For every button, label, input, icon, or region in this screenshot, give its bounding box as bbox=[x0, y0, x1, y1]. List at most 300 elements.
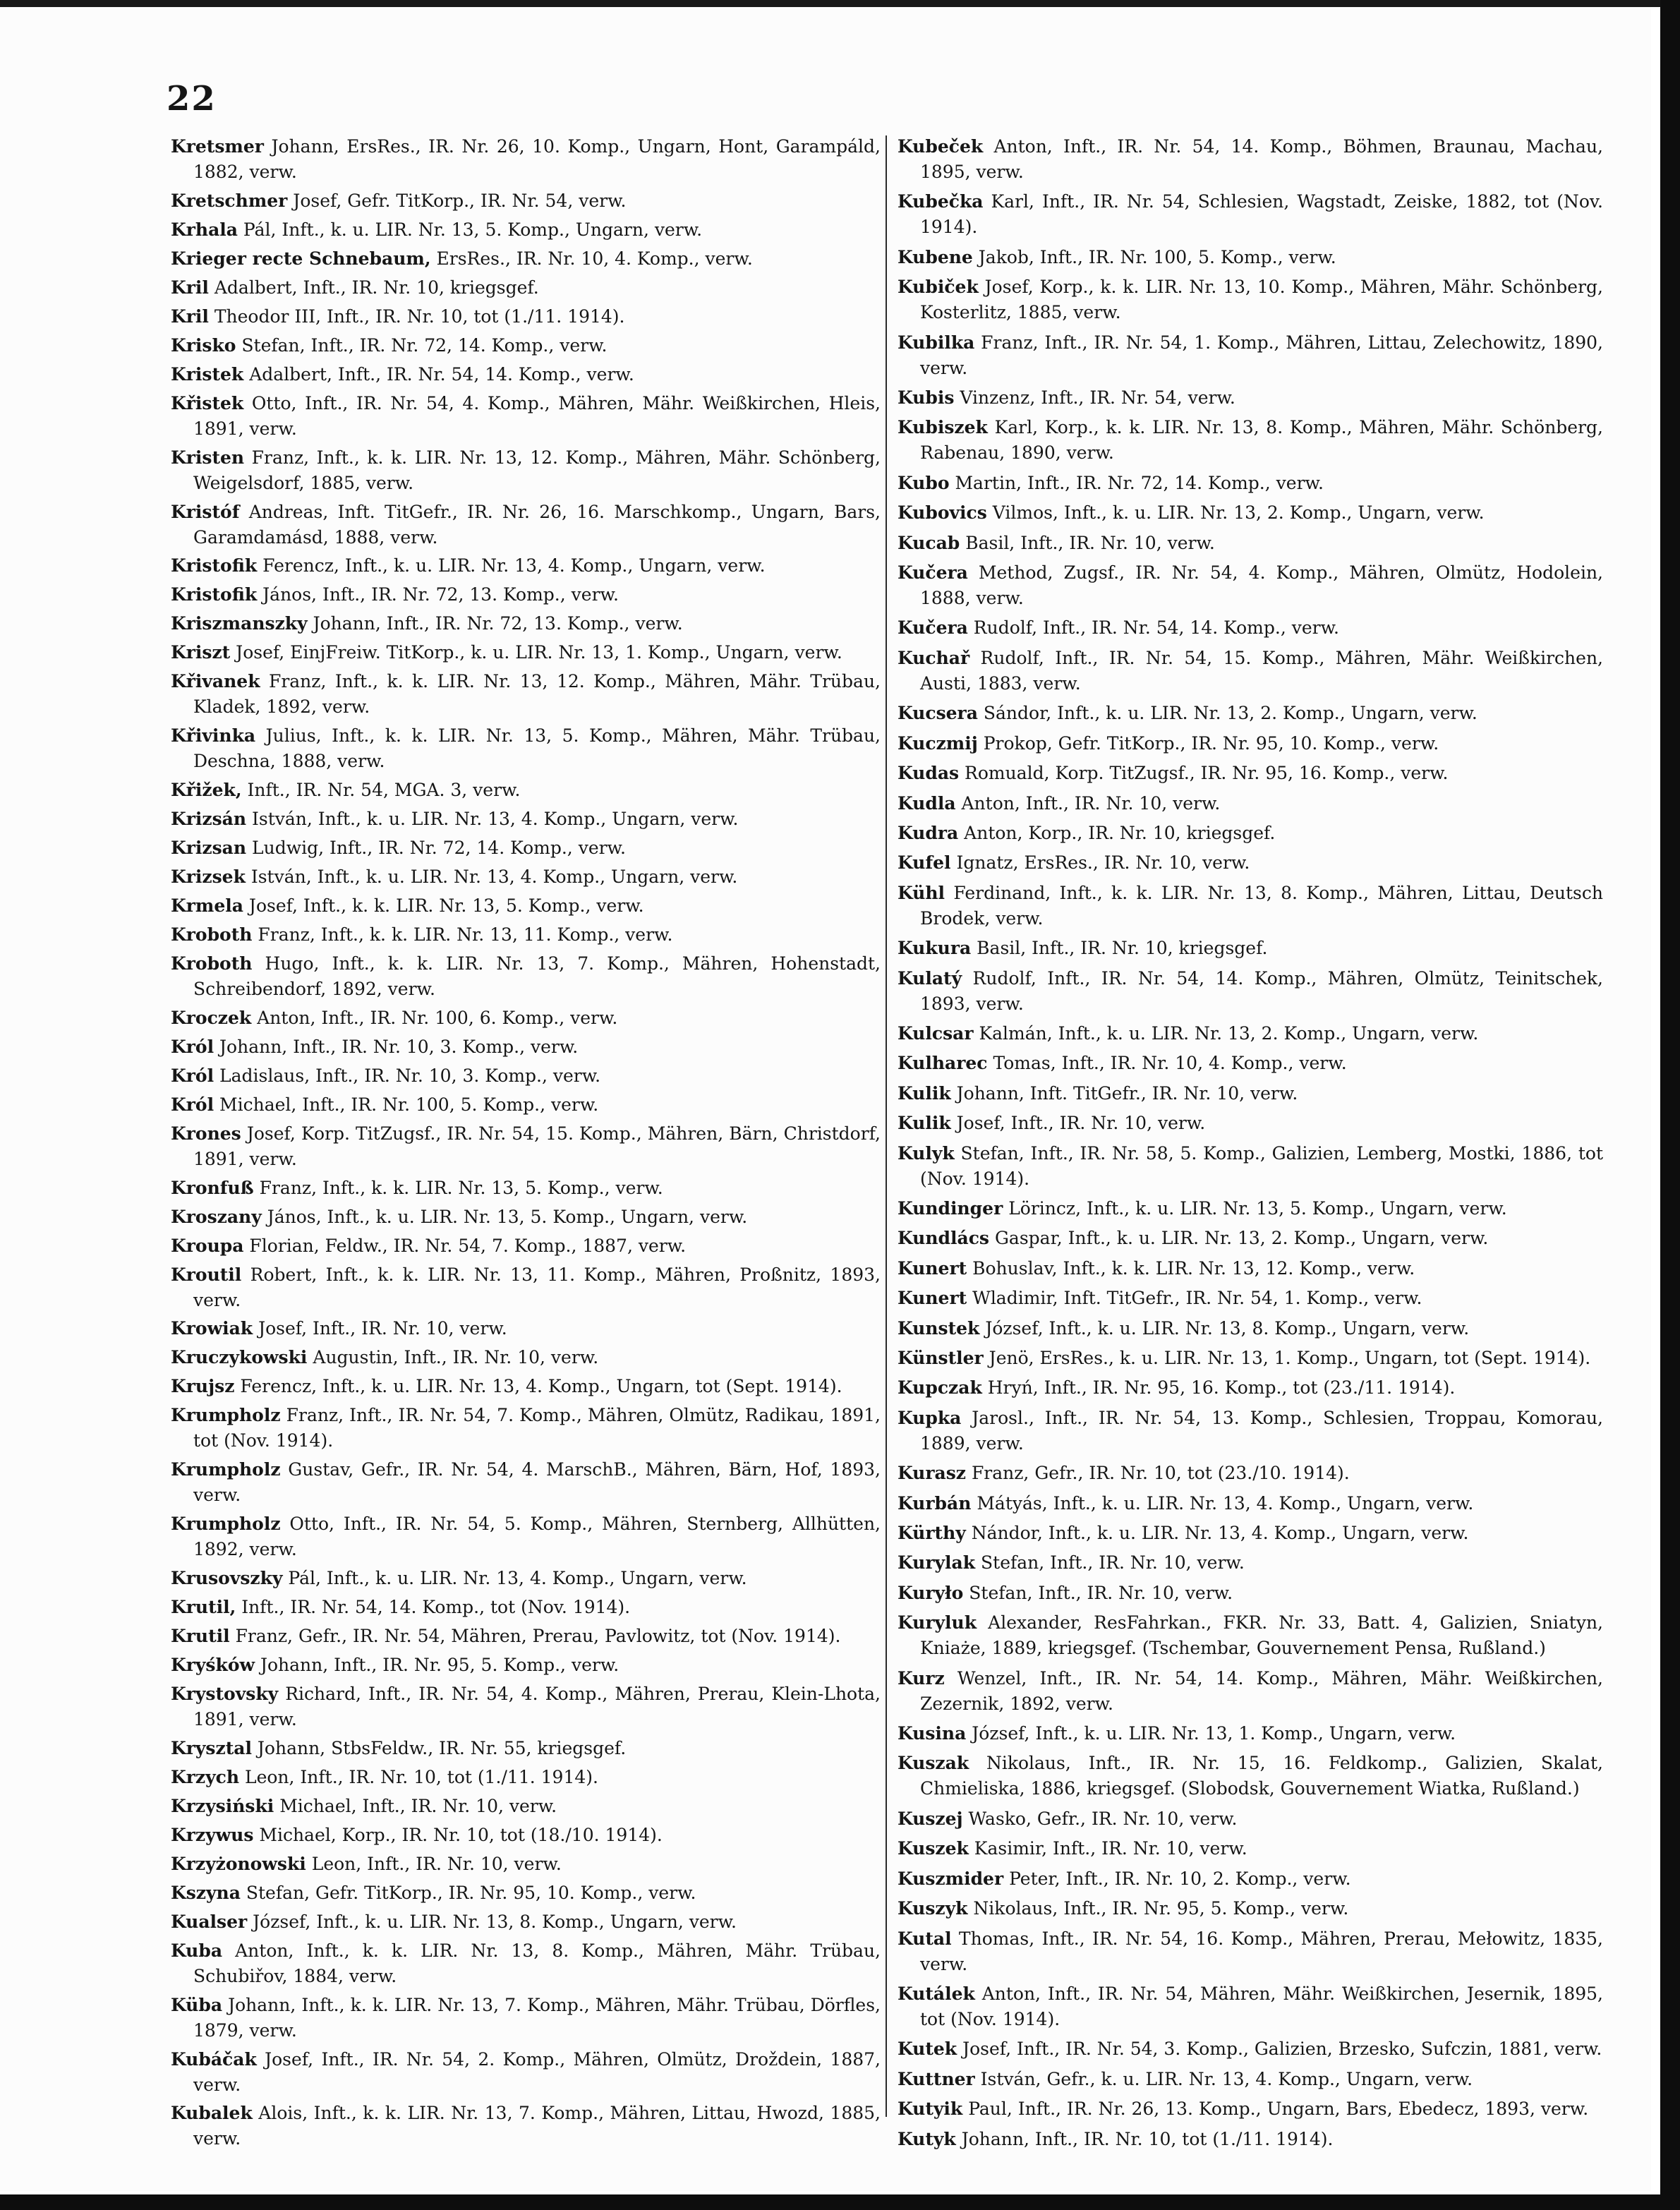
casualty-entry bbox=[171, 1681, 881, 1732]
entry-details: Josef, Inft., IR. Nr. 54, 2. Komp., Mähren, Olmütz, Droždein, 1887, verw. bbox=[193, 2048, 881, 2095]
entry-surname: Krutil bbox=[171, 1626, 230, 1647]
entry-surname: Kurylak bbox=[898, 1552, 976, 1574]
casualty-entry bbox=[171, 391, 881, 442]
entry-surname: Kusina bbox=[898, 1723, 967, 1744]
casualty-entry bbox=[898, 1196, 1603, 1221]
entry-details: Johann, StbsFeldw., IR. Nr. 55, kriegsgef. bbox=[251, 1737, 627, 1758]
casualty-entry bbox=[898, 881, 1603, 931]
entry-details: Johann, Inft., k. k. LIR. Nr. 13, 7. Komp., Mähren, Mähr. Trübau, Dörfles, 1879, verw. bbox=[193, 1994, 881, 2041]
entry-details: Nándor, Inft., k. u. LIR. Nr. 13, 4. Komp., Ungarn, verw. bbox=[965, 1523, 1469, 1544]
casualty-entry bbox=[898, 560, 1603, 611]
entry-surname: Kulyk bbox=[898, 1142, 955, 1164]
entry-details: Franz, Inft., k. k. LIR. Nr. 13, 12. Komp., Mähren, Mähr. Schönberg, Weigelsdorf, 1885, verw. bbox=[193, 447, 881, 493]
entry-surname: Kril bbox=[171, 277, 209, 298]
entry-surname: Kucsera bbox=[898, 703, 978, 724]
casualty-entry bbox=[171, 445, 881, 496]
entry-details: István, Gefr., k. u. LIR. Nr. 13, 4. Komp., Ungarn, verw. bbox=[974, 2068, 1473, 2089]
entry-surname: Kuchař bbox=[898, 647, 970, 668]
entry-details: Ferdinand, Inft., k. k. LIR. Nr. 13, 8. Komp., Mähren, Littau, Deutsch Brodek, verw. bbox=[920, 882, 1603, 929]
entry-surname: Kroszany bbox=[171, 1206, 262, 1227]
entry-details: Johann, Inft., IR. Nr. 95, 5. Komp., verw. bbox=[255, 1655, 620, 1676]
casualty-entry bbox=[898, 2036, 1603, 2062]
casualty-entry bbox=[171, 922, 881, 948]
entry-details: Stefan, Inft., IR. Nr. 58, 5. Komp., Galizien, Lemberg, Mostki, 1886, tot (Nov. 1914). bbox=[920, 1142, 1603, 1189]
entry-details: Stefan, Inft., IR. Nr. 72, 14. Komp., verw. bbox=[236, 334, 608, 356]
entry-details: Alois, Inft., k. k. LIR. Nr. 13, 7. Komp., Mähren, Littau, Hwozd, 1885, verw. bbox=[193, 2103, 881, 2149]
casualty-entry bbox=[171, 246, 881, 272]
casualty-entry bbox=[898, 1226, 1603, 1251]
entry-details: Jenö, ErsRes., k. u. LIR. Nr. 13, 1. Komp., Ungarn, tot (Sept. 1914). bbox=[983, 1348, 1591, 1368]
entry-surname: Krutil, bbox=[171, 1597, 236, 1618]
entry-details: Rudolf, Inft., IR. Nr. 54, 14. Komp., Mähren, Olmütz, Teinitschek, 1893, verw. bbox=[920, 967, 1603, 1014]
casualty-entry bbox=[171, 1794, 881, 1819]
entry-surname: Kunstek bbox=[898, 1317, 980, 1339]
entry-surname: Krones bbox=[171, 1123, 241, 1144]
casualty-entry bbox=[898, 330, 1603, 381]
entry-details: Nikolaus, Inft., IR. Nr. 95, 5. Komp., verw. bbox=[967, 1898, 1349, 1919]
entry-details: Method, Zugsf., IR. Nr. 54, 4. Komp., Mähren, Olmütz, Hodolein, 1888, verw. bbox=[920, 562, 1603, 609]
entry-details: Leon, Inft., IR. Nr. 10, verw. bbox=[306, 1853, 562, 1874]
entry-details: Alexander, ResFahrkan., FKR. Nr. 33, Batt. 4, Galizien, Sniatyn, Kniaże, 1889, kriegsgef. (Tschembar, Gouvernement Pensa, Rußland.) bbox=[920, 1612, 1603, 1659]
entry-surname: Krmela bbox=[171, 895, 243, 917]
column-divider bbox=[886, 135, 887, 2117]
casualty-entry bbox=[171, 2101, 881, 2151]
entry-surname: Kuryluk bbox=[898, 1612, 977, 1634]
entry-surname: Kristek bbox=[171, 363, 244, 385]
casualty-entry bbox=[171, 1595, 881, 1620]
entry-details: Basil, Inft., IR. Nr. 10, kriegsgef. bbox=[971, 938, 1268, 959]
entry-surname: Krystovsky bbox=[171, 1683, 279, 1704]
entry-details: Peter, Inft., IR. Nr. 10, 2. Komp., verw. bbox=[1003, 1868, 1351, 1889]
entry-details: Thomas, Inft., IR. Nr. 54, 16. Komp., Mähren, Prerau, Mełowitz, 1835, verw. bbox=[920, 1928, 1603, 1974]
entry-details: János, Inft., k. u. LIR. Nr. 13, 5. Komp., Ungarn, verw. bbox=[261, 1206, 748, 1227]
entry-surname: Krowiak bbox=[171, 1318, 253, 1339]
casualty-entry bbox=[898, 701, 1603, 726]
casualty-entry bbox=[171, 553, 881, 579]
entry-details: Gaspar, Inft., k. u. LIR. Nr. 13, 2. Komp., Ungarn, verw. bbox=[989, 1228, 1489, 1249]
casualty-entry bbox=[898, 1866, 1603, 1892]
casualty-entry bbox=[898, 850, 1603, 876]
entry-details: Leon, Inft., IR. Nr. 10, tot (1./11. 1914). bbox=[239, 1766, 598, 1787]
entry-details: Wenzel, Inft., IR. Nr. 54, 14. Komp., Mähren, Mähr. Weißkirchen, Zezernik, 1892, verw. bbox=[920, 1667, 1603, 1714]
entry-details: Inft., IR. Nr. 54, 14. Komp., tot (Nov. 1914). bbox=[236, 1597, 631, 1618]
entry-surname: Kubalek bbox=[171, 2103, 253, 2124]
entry-details: Franz, Inft., k. k. LIR. Nr. 13, 12. Komp., Mähren, Mähr. Trübau, Kladek, 1892, verw. bbox=[193, 671, 881, 718]
casualty-entry bbox=[898, 966, 1603, 1017]
casualty-entry bbox=[898, 821, 1603, 846]
entry-details: Gustav, Gefr., IR. Nr. 54, 4. MarschB., Mähren, Bärn, Hof, 1893, verw. bbox=[193, 1459, 881, 1506]
scan-edge-right bbox=[1660, 0, 1680, 2210]
entry-details: Robert, Inft., k. k. LIR. Nr. 13, 11. Komp., Mähren, Proßnitz, 1893, verw. bbox=[193, 1264, 881, 1310]
entry-surname: Kubiszek bbox=[898, 417, 988, 438]
casualty-entry bbox=[171, 1204, 881, 1230]
entry-details: Ferencz, Inft., k. u. LIR. Nr. 13, 4. Komp., Ungarn, tot (Sept. 1914). bbox=[234, 1376, 842, 1397]
casualty-entry bbox=[898, 385, 1603, 411]
entry-details: Vilmos, Inft., k. u. LIR. Nr. 13, 2. Komp., Ungarn, verw. bbox=[986, 502, 1485, 524]
entry-surname: Kudra bbox=[898, 822, 959, 843]
entry-details: Stefan, Gefr. TitKorp., IR. Nr. 95, 10. Komp., verw. bbox=[240, 1882, 696, 1903]
entry-surname: Kubáčak bbox=[171, 2048, 257, 2070]
entry-surname: Kulharec bbox=[898, 1053, 988, 1074]
entry-surname: Kruczykowski bbox=[171, 1347, 308, 1368]
casualty-entry bbox=[898, 1141, 1603, 1192]
entry-details: Florian, Feldw., IR. Nr. 54, 7. Komp., 1887, verw. bbox=[243, 1235, 687, 1256]
casualty-entry bbox=[171, 807, 881, 832]
entry-surname: Kubeček bbox=[898, 136, 984, 157]
entry-details: Otto, Inft., IR. Nr. 54, 5. Komp., Mähren, Sternberg, Allhütten, 1892, verw. bbox=[193, 1514, 881, 1560]
entry-surname: Křivanek bbox=[171, 671, 260, 692]
entry-surname: Kubovics bbox=[898, 502, 987, 524]
entry-details: Josef, Inft., IR. Nr. 10, verw. bbox=[253, 1318, 507, 1339]
casualty-entry bbox=[171, 362, 881, 387]
casualty-entry bbox=[898, 1806, 1603, 1832]
entry-surname: Kuttner bbox=[898, 2068, 975, 2089]
entry-details: Anton, Inft., IR. Nr. 54, Mähren, Mähr. Weißkirchen, Jesernik, 1895, tot (Nov. 1914). bbox=[920, 1983, 1603, 2029]
entry-surname: Kuszyk bbox=[898, 1898, 968, 1919]
casualty-entry bbox=[171, 134, 881, 185]
entry-details: Kalmán, Inft., k. u. LIR. Nr. 13, 2. Komp., Ungarn, verw. bbox=[973, 1022, 1479, 1044]
casualty-entry bbox=[171, 669, 881, 720]
entry-surname: Kroboth bbox=[171, 953, 253, 974]
casualty-entry bbox=[171, 1121, 881, 1172]
casualty-entry bbox=[171, 1345, 881, 1370]
casualty-entry bbox=[171, 1316, 881, 1341]
casualty-entry bbox=[171, 582, 881, 608]
entry-details: Johann, Inft., IR. Nr. 72, 13. Komp., verw. bbox=[307, 613, 683, 634]
entry-surname: Kutyik bbox=[898, 2099, 963, 2120]
casualty-entry bbox=[171, 1457, 881, 1508]
entry-details: Josef, Korp. TitZugsf., IR. Nr. 54, 15. Komp., Mähren, Bärn, Christdorf, 1891, verw. bbox=[193, 1123, 881, 1169]
entry-details: István, Inft., k. u. LIR. Nr. 13, 4. Komp., Ungarn, verw. bbox=[246, 809, 739, 830]
entry-details: Paul, Inft., IR. Nr. 26, 13. Komp., Ungarn, Bars, Ebedecz, 1893, verw. bbox=[962, 2099, 1589, 2120]
entry-details: Julius, Inft., k. k. LIR. Nr. 13, 5. Komp., Mähren, Mähr. Trübau, Deschna, 1888, verw. bbox=[193, 725, 881, 772]
casualty-entry bbox=[898, 1610, 1603, 1661]
entry-details: Franz, Inft., IR. Nr. 54, 7. Komp., Mähren, Olmütz, Radikau, 1891, tot (Nov. 1914). bbox=[193, 1405, 881, 1451]
casualty-entry bbox=[898, 189, 1603, 240]
entry-details: Prokop, Gefr. TitKorp., IR. Nr. 95, 10. Komp., verw. bbox=[977, 732, 1439, 754]
entry-details: József, Inft., k. u. LIR. Nr. 13, 8. Komp., Ungarn, verw. bbox=[247, 1911, 737, 1932]
entry-surname: Kulik bbox=[898, 1113, 951, 1134]
casualty-entry bbox=[171, 1403, 881, 1454]
entry-surname: Kupczak bbox=[898, 1377, 982, 1399]
entry-details: Augustin, Inft., IR. Nr. 10, verw. bbox=[307, 1347, 599, 1368]
casualty-entry bbox=[171, 1765, 881, 1790]
entry-surname: Künstler bbox=[898, 1348, 984, 1368]
casualty-entry bbox=[171, 217, 881, 243]
casualty-entry bbox=[898, 274, 1603, 325]
entry-surname: Kualser bbox=[171, 1911, 248, 1932]
entry-details: Pál, Inft., k. u. LIR. Nr. 13, 5. Komp., Ungarn, verw. bbox=[237, 219, 703, 240]
casualty-entry bbox=[898, 471, 1603, 496]
entry-surname: Kroupa bbox=[171, 1235, 244, 1256]
entry-surname: Kubilka bbox=[898, 332, 975, 353]
casualty-entry bbox=[898, 2127, 1603, 2152]
entry-details: Franz, Inft., k. k. LIR. Nr. 13, 5. Komp., verw. bbox=[253, 1177, 663, 1198]
entry-surname: Kuszak bbox=[898, 1753, 969, 1774]
entry-surname: Kučera bbox=[898, 617, 968, 639]
entry-surname: Kril bbox=[171, 306, 209, 327]
entry-details: Theodor III, Inft., IR. Nr. 10, tot (1./11. 1914). bbox=[208, 306, 625, 327]
entry-surname: Křivinka bbox=[171, 725, 256, 747]
casualty-entry bbox=[898, 1461, 1603, 1486]
entry-details: Pál, Inft., k. u. LIR. Nr. 13, 4. Komp., Ungarn, verw. bbox=[282, 1568, 747, 1589]
entry-surname: Kriszt bbox=[171, 642, 231, 663]
casualty-entry bbox=[171, 1511, 881, 1562]
casualty-entry bbox=[171, 611, 881, 636]
casualty-entry bbox=[171, 1736, 881, 1761]
entry-details: Sándor, Inft., k. u. LIR. Nr. 13, 2. Komp., Ungarn, verw. bbox=[977, 703, 1477, 724]
entry-details: Adalbert, Inft., IR. Nr. 10, kriegsgef. bbox=[208, 277, 539, 298]
entry-surname: Krieger recte Schnebaum, bbox=[171, 248, 431, 269]
entry-surname: Król bbox=[171, 1094, 214, 1115]
casualty-entry bbox=[171, 1880, 881, 1906]
casualty-entry bbox=[898, 1346, 1603, 1371]
entry-details: Franz, Inft., k. k. LIR. Nr. 13, 11. Komp., verw. bbox=[252, 924, 673, 945]
entry-details: Ignatz, ErsRes., IR. Nr. 10, verw. bbox=[950, 852, 1250, 874]
entry-details: Anton, Inft., k. k. LIR. Nr. 13, 8. Komp., Mähren, Mähr. Trübau, Schubiřov, 1884, verw. bbox=[193, 1940, 881, 1986]
entry-surname: Kutyk bbox=[898, 2128, 956, 2149]
entry-surname: Kurz bbox=[898, 1667, 945, 1689]
casualty-entry bbox=[171, 275, 881, 301]
entry-surname: Kundlács bbox=[898, 1228, 990, 1249]
casualty-entry bbox=[171, 1566, 881, 1591]
casualty-entry bbox=[898, 1286, 1603, 1311]
entry-surname: Kukura bbox=[898, 938, 972, 959]
entry-surname: Kulik bbox=[898, 1082, 951, 1104]
entry-details: Michael, Inft., IR. Nr. 100, 5. Komp., verw. bbox=[214, 1094, 599, 1115]
casualty-entry bbox=[898, 1375, 1603, 1401]
entry-surname: Kriszmanszky bbox=[171, 613, 308, 634]
entry-details: Anton, Inft., IR. Nr. 54, 14. Komp., Böhmen, Braunau, Machau, 1895, verw. bbox=[920, 136, 1603, 182]
casualty-entry bbox=[898, 415, 1603, 466]
entry-surname: Kristofik bbox=[171, 584, 258, 605]
entry-surname: Kühl bbox=[898, 882, 945, 903]
entry-details: Karl, Inft., IR. Nr. 54, Schlesien, Wagstadt, Zeiske, 1882, tot (Nov. 1914). bbox=[920, 191, 1603, 238]
entry-details: Josef, Korp., k. k. LIR. Nr. 13, 10. Komp., Mähren, Mähr. Schönberg, Kosterlitz, 1885, verw. bbox=[920, 277, 1603, 323]
entry-surname: Kuszek bbox=[898, 1838, 969, 1859]
entry-surname: Kucab bbox=[898, 532, 960, 553]
entry-details: Nikolaus, Inft., IR. Nr. 15, 16. Feldkomp., Galizien, Skalat, Chmieliska, 1886, kriegsgef. (Slobodsk, Gouvernement Wiatka, Rußland.) bbox=[920, 1753, 1603, 1799]
entry-surname: Kubečka bbox=[898, 191, 984, 212]
entry-surname: Kryśków bbox=[171, 1655, 255, 1676]
entry-surname: Kuczmij bbox=[898, 732, 978, 754]
entry-details: Josef, Inft., IR. Nr. 10, verw. bbox=[950, 1113, 1206, 1134]
entry-details: Franz, Inft., IR. Nr. 54, 1. Komp., Mähren, Littau, Zelechowitz, 1890, verw. bbox=[920, 332, 1603, 378]
casualty-entry bbox=[898, 791, 1603, 816]
casualty-entry bbox=[898, 2067, 1603, 2092]
entry-details: Jarosl., Inft., IR. Nr. 54, 13. Komp., Schlesien, Troppau, Komorau, 1889, verw. bbox=[920, 1407, 1603, 1454]
entry-surname: Krumpholz bbox=[171, 1405, 281, 1426]
entry-details: Hryń, Inft., IR. Nr. 95, 16. Komp., tot (23./11. 1914). bbox=[981, 1377, 1456, 1399]
entry-details: Josef, Inft., k. k. LIR. Nr. 13, 5. Komp., verw. bbox=[243, 895, 644, 917]
scan-edge-bottom bbox=[0, 2194, 1680, 2210]
casualty-entry bbox=[898, 1721, 1603, 1746]
casualty-entry bbox=[171, 951, 881, 1002]
entry-details: Andreas, Inft. TitGefr., IR. Nr. 26, 16. Marschkomp., Ungarn, Bars, Garamdamásd, 1888, verw. bbox=[193, 501, 881, 548]
casualty-entry bbox=[898, 1406, 1603, 1456]
entry-details: Wladimir, Inft. TitGefr., IR. Nr. 54, 1. Komp., verw. bbox=[967, 1288, 1422, 1309]
entry-details: ErsRes., IR. Nr. 10, 4. Komp., verw. bbox=[430, 248, 753, 269]
entry-surname: Krizsan bbox=[171, 838, 247, 859]
entry-surname: Kunert bbox=[898, 1257, 967, 1279]
casualty-entry bbox=[171, 1993, 881, 2043]
casualty-entry bbox=[898, 1051, 1603, 1076]
entry-details: János, Inft., IR. Nr. 72, 13. Komp., verw. bbox=[257, 584, 619, 605]
entry-surname: Krysztal bbox=[171, 1737, 252, 1758]
casualty-entry bbox=[898, 134, 1603, 185]
casualty-entry bbox=[898, 761, 1603, 786]
casualty-entry bbox=[898, 2096, 1603, 2122]
entry-surname: Kutálek bbox=[898, 1983, 975, 2004]
entry-details: Otto, Inft., IR. Nr. 54, 4. Komp., Mähren, Mähr. Weißkirchen, Hleis, 1891, verw. bbox=[193, 392, 881, 439]
entry-surname: Krumpholz bbox=[171, 1514, 281, 1535]
entry-details: Michael, Korp., IR. Nr. 10, tot (18./10. 1914). bbox=[253, 1824, 663, 1845]
entry-details: Johann, Inft., IR. Nr. 10, tot (1./11. 1914). bbox=[955, 2128, 1334, 2149]
entry-surname: Kulatý bbox=[898, 967, 962, 989]
casualty-entry bbox=[898, 936, 1603, 961]
casualty-entry bbox=[171, 304, 881, 330]
casualty-entry bbox=[171, 1852, 881, 1877]
entry-surname: Krhala bbox=[171, 219, 238, 240]
entry-surname: Kroutil bbox=[171, 1264, 242, 1285]
casualty-entry bbox=[171, 893, 881, 919]
casualty-entry bbox=[171, 778, 881, 803]
entry-surname: Kronfuß bbox=[171, 1177, 254, 1198]
casualty-entry bbox=[171, 1176, 881, 1201]
entry-details: Johann, Inft., IR. Nr. 10, 3. Komp., verw. bbox=[214, 1036, 579, 1057]
entry-details: József, Inft., k. u. LIR. Nr. 13, 8. Komp., Ungarn, verw. bbox=[979, 1317, 1470, 1339]
entry-details: István, Inft., k. u. LIR. Nr. 13, 4. Komp., Ungarn, verw. bbox=[245, 867, 738, 888]
entry-surname: Krzych bbox=[171, 1766, 240, 1787]
entry-surname: Kuba bbox=[171, 1940, 223, 1961]
casualty-entry bbox=[171, 1653, 881, 1678]
entry-surname: Krujsz bbox=[171, 1376, 235, 1397]
entry-surname: Kučera bbox=[898, 562, 968, 584]
entry-surname: Krumpholz bbox=[171, 1459, 281, 1480]
casualty-entry bbox=[171, 1624, 881, 1649]
entry-details: Josef, Inft., IR. Nr. 54, 3. Komp., Galizien, Brzesko, Sufczin, 1881, verw. bbox=[957, 2039, 1602, 2060]
entry-details: Vinzenz, Inft., IR. Nr. 54, verw. bbox=[954, 387, 1235, 409]
entry-surname: Kufel bbox=[898, 852, 951, 874]
entry-surname: Kretschmer bbox=[171, 190, 288, 211]
left-column bbox=[171, 134, 881, 2152]
casualty-entry bbox=[171, 333, 881, 358]
entry-details: Michael, Inft., IR. Nr. 10, verw. bbox=[274, 1795, 557, 1816]
casualty-entry bbox=[898, 1581, 1603, 1606]
casualty-entry bbox=[898, 1111, 1603, 1136]
casualty-entry bbox=[898, 1256, 1603, 1281]
entry-surname: Krusovszky bbox=[171, 1568, 283, 1589]
entry-surname: Krzyżonowski bbox=[171, 1853, 306, 1874]
entry-surname: Kroboth bbox=[171, 924, 253, 945]
casualty-entry bbox=[898, 1316, 1603, 1341]
casualty-entry bbox=[898, 1981, 1603, 2032]
casualty-entry bbox=[898, 1751, 1603, 1801]
entry-surname: Król bbox=[171, 1036, 214, 1057]
entry-surname: Kurasz bbox=[898, 1463, 966, 1484]
casualty-entry bbox=[171, 188, 881, 214]
casualty-entry bbox=[171, 640, 881, 665]
entry-details: Johann, ErsRes., IR. Nr. 26, 10. Komp., Ungarn, Hont, Garampáld, 1882, verw. bbox=[193, 136, 881, 182]
entry-details: Rudolf, Inft., IR. Nr. 54, 15. Komp., Mähren, Mähr. Weißkirchen, Austi, 1883, verw. bbox=[920, 647, 1603, 694]
casualty-entry bbox=[171, 864, 881, 890]
casualty-entry bbox=[171, 1823, 881, 1848]
casualty-entry bbox=[898, 1836, 1603, 1861]
entry-details: Basil, Inft., IR. Nr. 10, verw. bbox=[960, 532, 1215, 553]
entry-details: Anton, Inft., IR. Nr. 100, 6. Komp., verw. bbox=[251, 1007, 618, 1028]
entry-surname: Krzysiński bbox=[171, 1795, 274, 1816]
entry-details: Mátyás, Inft., k. u. LIR. Nr. 13, 4. Komp., Ungarn, verw. bbox=[971, 1492, 1474, 1514]
entry-details: Anton, Korp., IR. Nr. 10, kriegsgef. bbox=[958, 822, 1276, 843]
entry-details: Stefan, Inft., IR. Nr. 10, verw. bbox=[975, 1552, 1245, 1574]
casualty-entry bbox=[171, 1034, 881, 1060]
casualty-entry bbox=[171, 1006, 881, 1031]
casualty-entry bbox=[171, 1262, 881, 1313]
casualty-entry bbox=[898, 615, 1603, 641]
entry-surname: Kulcsar bbox=[898, 1022, 974, 1044]
casualty-entry bbox=[898, 245, 1603, 270]
casualty-entry bbox=[171, 1063, 881, 1089]
entry-surname: Kroczek bbox=[171, 1007, 252, 1028]
entry-surname: Kutal bbox=[898, 1928, 952, 1949]
entry-surname: Kubo bbox=[898, 472, 950, 493]
page-number: 22 bbox=[167, 79, 217, 119]
entry-details: Josef, Gefr. TitKorp., IR. Nr. 54, verw. bbox=[287, 190, 627, 211]
entry-details: Stefan, Inft., IR. Nr. 10, verw. bbox=[963, 1582, 1233, 1603]
casualty-entry bbox=[898, 731, 1603, 756]
casualty-entry bbox=[898, 646, 1603, 696]
entry-surname: Küba bbox=[171, 1994, 223, 2015]
entry-details: Bohuslav, Inft., k. k. LIR. Nr. 13, 12. Komp., verw. bbox=[967, 1257, 1415, 1279]
entry-details: Johann, Inft. TitGefr., IR. Nr. 10, verw. bbox=[950, 1082, 1298, 1104]
entry-details: Ferencz, Inft., k. u. LIR. Nr. 13, 4. Komp., Ungarn, verw. bbox=[257, 555, 766, 576]
entry-surname: Kretsmer bbox=[171, 136, 264, 157]
entry-surname: Kuszmider bbox=[898, 1868, 1004, 1889]
casualty-entry bbox=[171, 1909, 881, 1935]
entry-surname: Kutek bbox=[898, 2039, 957, 2060]
entry-surname: Krizsek bbox=[171, 867, 246, 888]
entry-surname: Kristofik bbox=[171, 555, 258, 576]
casualty-entry bbox=[171, 723, 881, 774]
right-column bbox=[898, 134, 1603, 2152]
casualty-entry bbox=[171, 1374, 881, 1399]
entry-details: Kasimir, Inft., IR. Nr. 10, verw. bbox=[968, 1838, 1247, 1859]
casualty-entry bbox=[898, 1896, 1603, 1921]
entry-details: Ladislaus, Inft., IR. Nr. 10, 3. Komp., verw. bbox=[214, 1065, 601, 1086]
entry-surname: Kristóf bbox=[171, 501, 240, 522]
entry-details: Jakob, Inft., IR. Nr. 100, 5. Komp., verw. bbox=[972, 246, 1336, 267]
entry-details: Franz, Gefr., IR. Nr. 54, Mähren, Prerau, Pavlowitz, tot (Nov. 1914). bbox=[229, 1626, 841, 1647]
entry-details: Wasko, Gefr., IR. Nr. 10, verw. bbox=[962, 1808, 1238, 1829]
entry-surname: Kürthy bbox=[898, 1523, 966, 1544]
entry-details: Richard, Inft., IR. Nr. 54, 4. Komp., Mähren, Prerau, Klein-Lhota, 1891, verw. bbox=[193, 1683, 881, 1729]
casualty-entry bbox=[171, 2047, 881, 2098]
entry-details: Inft., IR. Nr. 54, MGA. 3, verw. bbox=[241, 780, 521, 801]
entry-surname: Kudla bbox=[898, 792, 956, 814]
entry-surname: Krizsán bbox=[171, 809, 247, 830]
entry-details: Anton, Inft., IR. Nr. 10, verw. bbox=[955, 792, 1221, 814]
casualty-entry bbox=[171, 500, 881, 550]
casualty-entry bbox=[898, 531, 1603, 556]
entry-details: Martin, Inft., IR. Nr. 72, 14. Komp., verw. bbox=[949, 472, 1324, 493]
casualty-entry bbox=[898, 500, 1603, 526]
casualty-entry bbox=[898, 1021, 1603, 1046]
entry-surname: Kuszej bbox=[898, 1808, 963, 1829]
casualty-entry bbox=[171, 1092, 881, 1118]
entry-surname: Kundinger bbox=[898, 1197, 1003, 1219]
entry-surname: Kszyna bbox=[171, 1882, 241, 1903]
entry-details: Josef, EinjFreiw. TitKorp., k. u. LIR. Nr. 13, 1. Komp., Ungarn, verw. bbox=[230, 642, 842, 663]
